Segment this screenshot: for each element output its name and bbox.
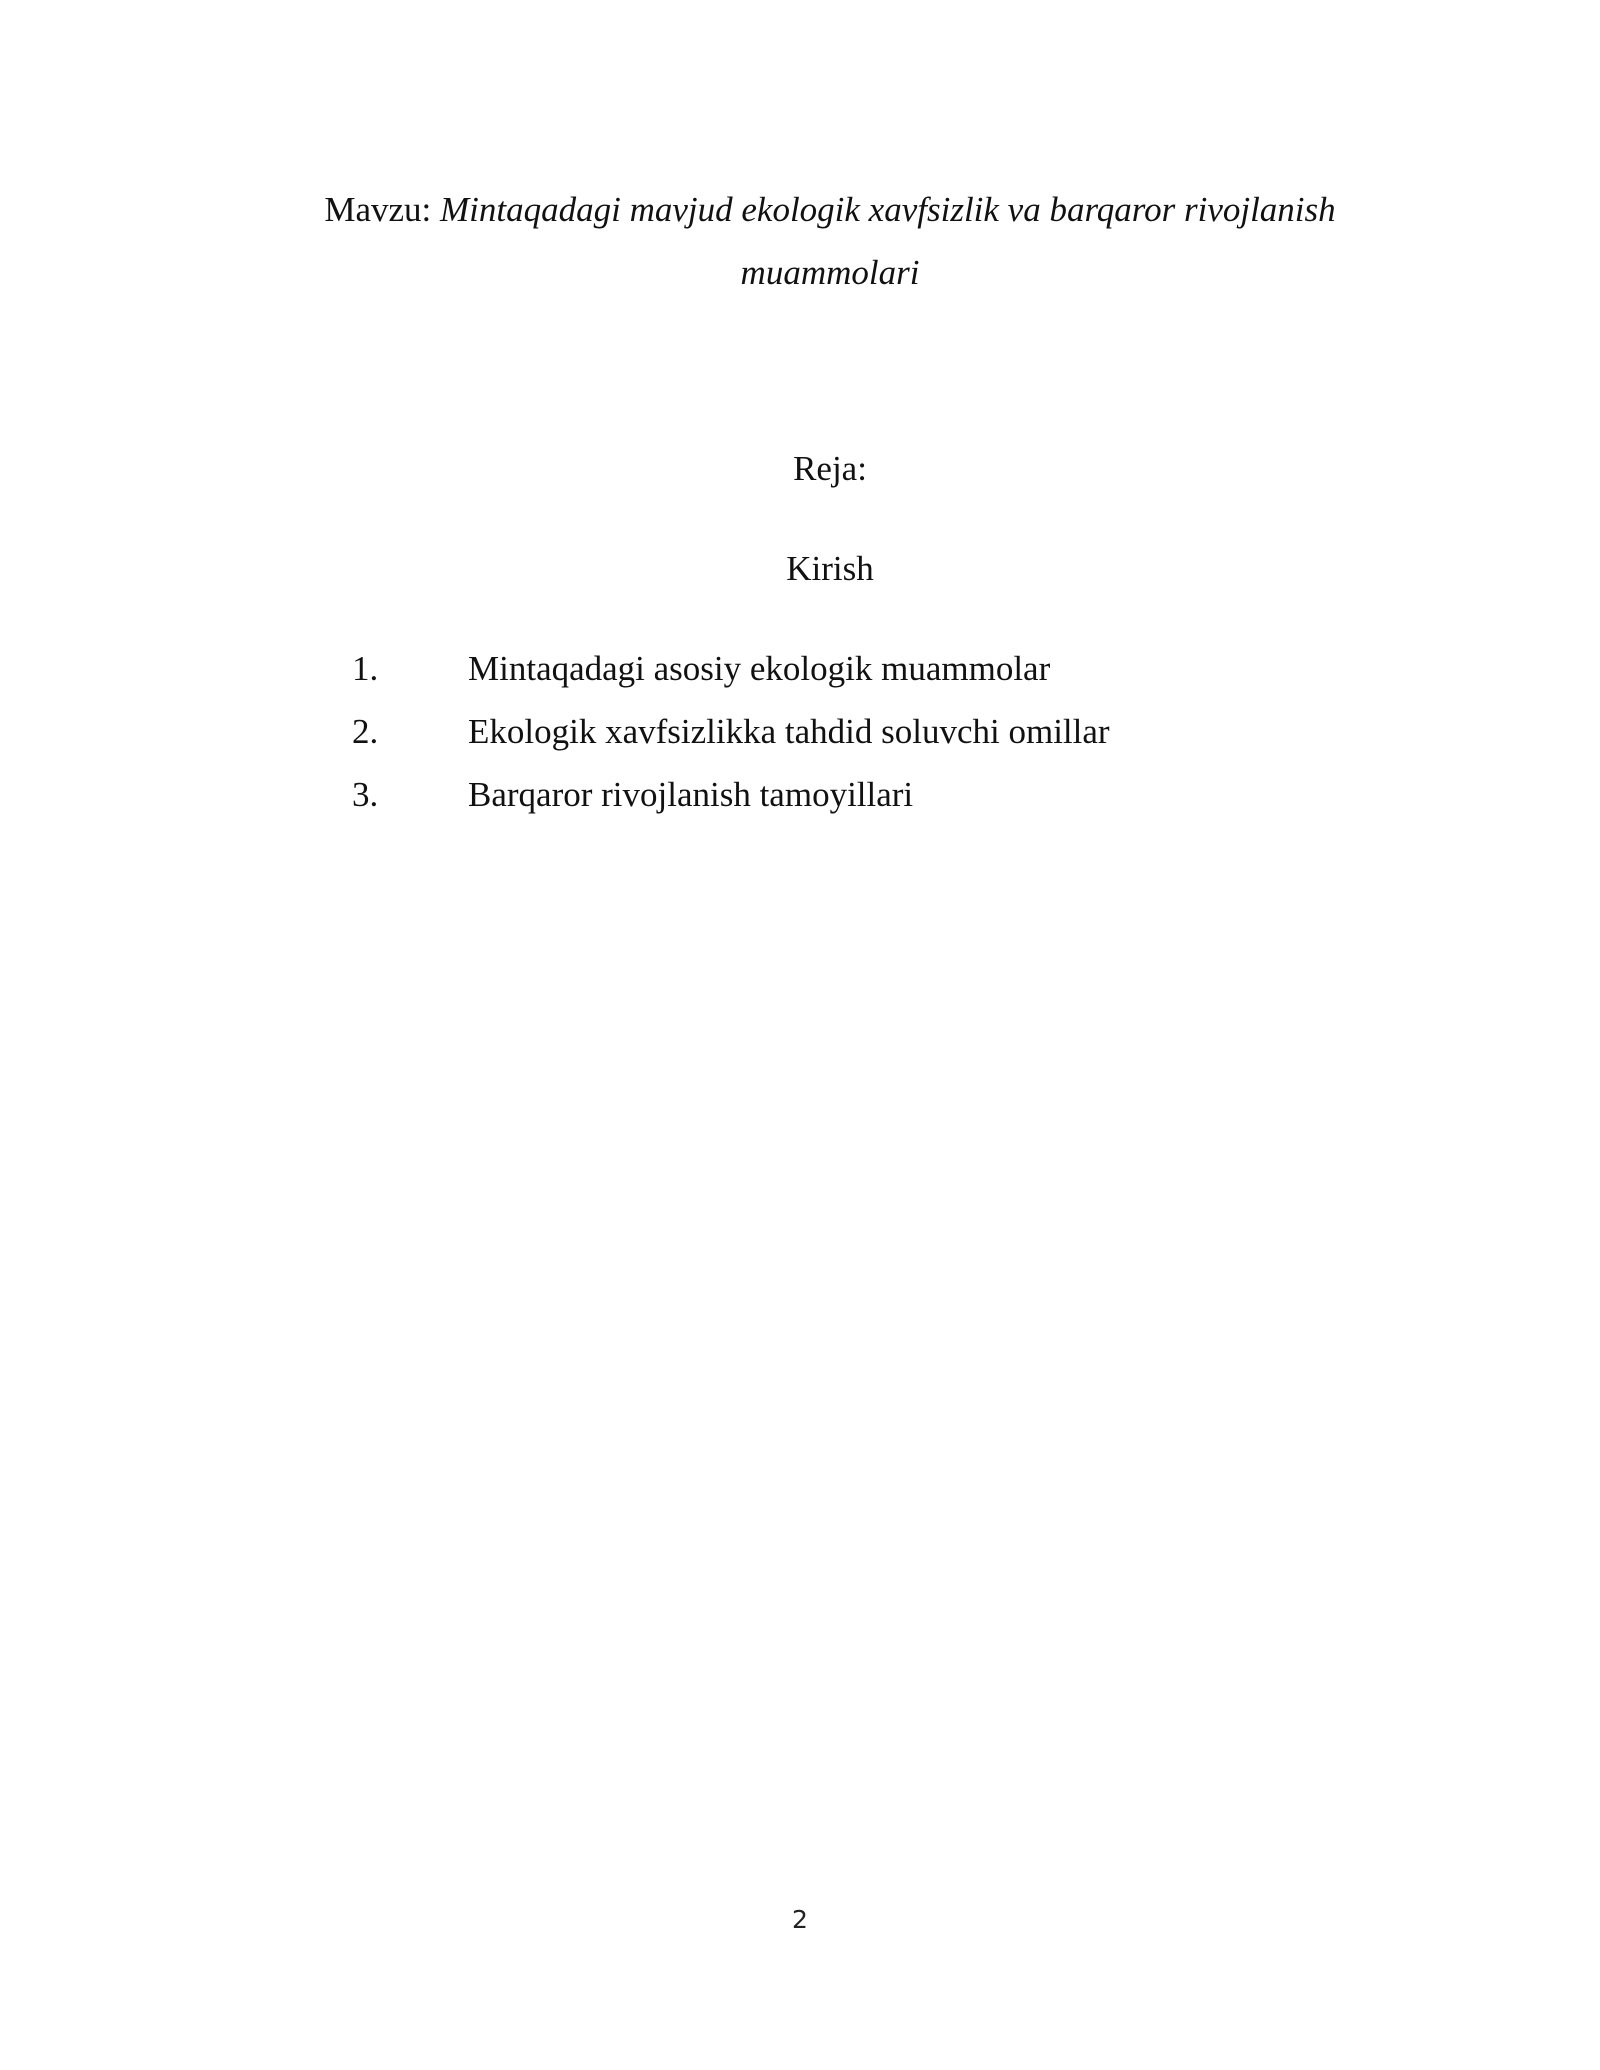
- list-item-text: Barqaror rivojlanish tamoyillari: [468, 775, 914, 814]
- intro-heading: Kirish: [786, 549, 874, 588]
- list-item: [352, 770, 1452, 833]
- list-item: [352, 707, 1452, 770]
- topic-title: Mintaqadagi mavjud ekologik xavfsizlik va barqaror rivojlanish muammolari: [440, 190, 1336, 292]
- topic-title-block: [300, 178, 1360, 304]
- plan-heading: Reja:: [793, 449, 867, 488]
- list-item-text: Ekologik xavfsizlikka tahdid soluvchi omillar: [468, 712, 1110, 751]
- list-item-number: 1.: [352, 649, 379, 688]
- list-item-number: 2.: [352, 712, 379, 751]
- list-item-text: Mintaqadagi asosiy ekologik muammolar: [468, 649, 1051, 688]
- page-number: 2: [792, 1905, 808, 1934]
- topic-label: Mavzu:: [324, 190, 432, 229]
- list-item: [352, 644, 1452, 707]
- plan-list: [352, 644, 1452, 833]
- list-item-number: 3.: [352, 775, 379, 814]
